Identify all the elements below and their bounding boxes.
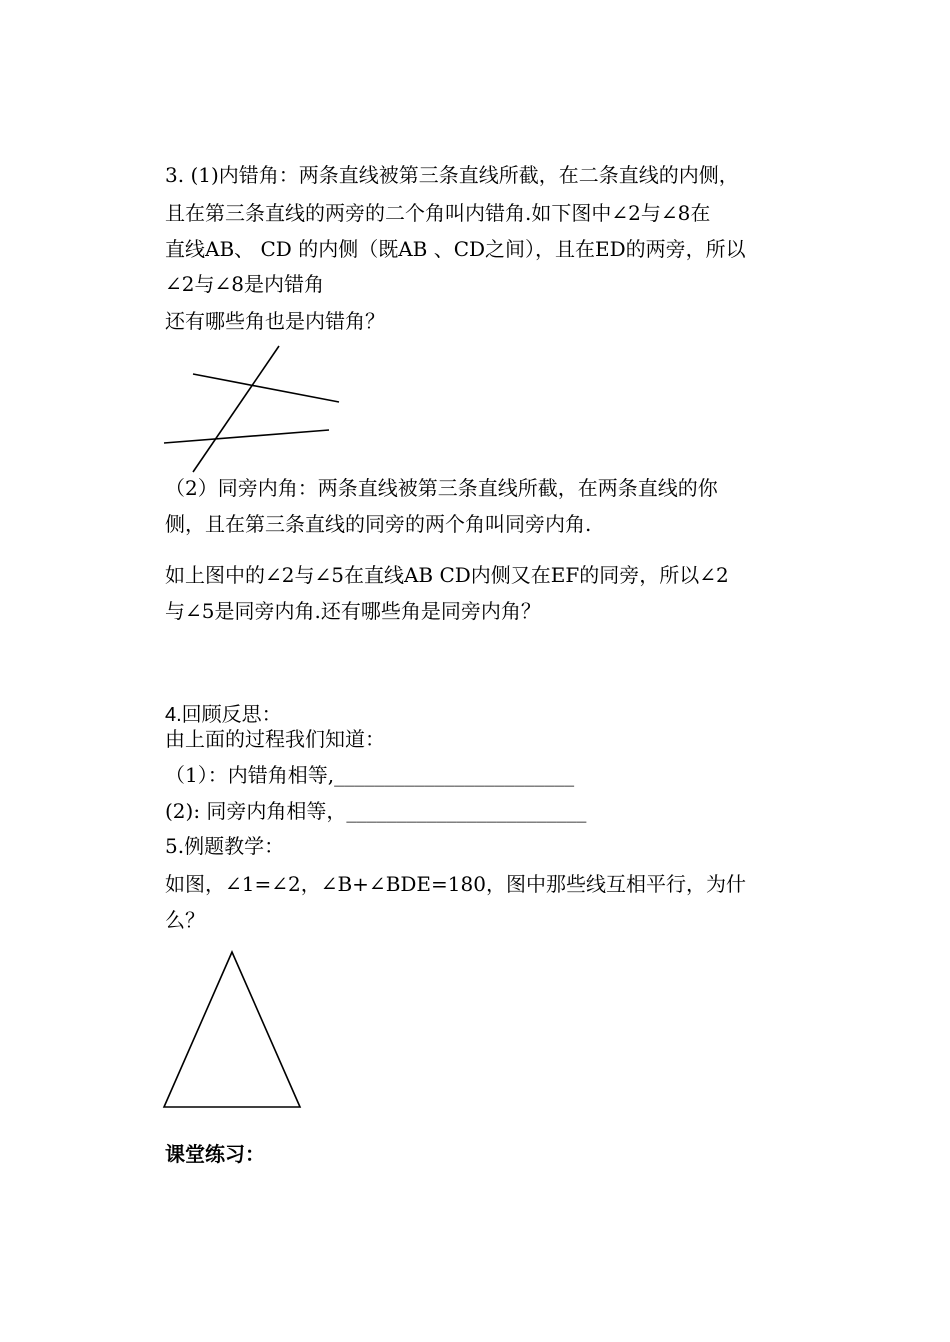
section3-part2-line-1: （2）同旁内角：两条直线被第三条直线所截，在两条直线的你 xyxy=(165,476,718,500)
section5-line-1: 如图，∠1=∠2，∠B+∠BDE=180，图中那些线互相平行，为什 xyxy=(165,872,746,896)
transversal-figure xyxy=(164,346,339,472)
line-ab xyxy=(193,374,339,402)
section3-part2-line-2: 侧，且在第三条直线的同旁的两个角叫同旁内角. xyxy=(165,512,592,536)
section4-item-2: (2): 同旁内角相等，________________________ xyxy=(165,799,587,823)
line-cd xyxy=(164,430,329,443)
section4-title: 4.回顾反思： xyxy=(165,704,282,726)
section3-line-3: 直线AB、 CD 的内侧（既AB 、CD之间），且在ED的两旁，所以 xyxy=(165,237,746,261)
section3-line-2: 且在第三条直线的两旁的二个角叫内错角.如下图中∠2与∠8在 xyxy=(165,201,711,225)
section3-question: 还有哪些角也是内错角？ xyxy=(165,309,385,333)
triangle-figure xyxy=(164,952,300,1107)
triangle xyxy=(164,952,300,1107)
section5-title: 5.例题教学： xyxy=(165,834,285,858)
line-transversal xyxy=(193,346,279,472)
section3-part2-line-3: 如上图中的∠2与∠5在直线AB CD内侧又在EF的同旁，所以∠2 xyxy=(165,563,729,587)
section3-line-4: ∠2与∠8是内错角 xyxy=(165,272,324,296)
section4-intro: 由上面的过程我们知道： xyxy=(165,729,385,751)
section3-part2-line-4: 与∠5是同旁内角.还有哪些角是同旁内角？ xyxy=(165,599,541,623)
section4-item-1: （1）：内错角相等,________________________ xyxy=(165,763,575,787)
section3-line-1: 3. (1)内错角：两条直线被第三条直线所截，在二条直线的内侧， xyxy=(165,163,739,187)
practice-title: 课堂练习： xyxy=(165,1142,265,1166)
section5-line-2: 么？ xyxy=(165,908,205,932)
